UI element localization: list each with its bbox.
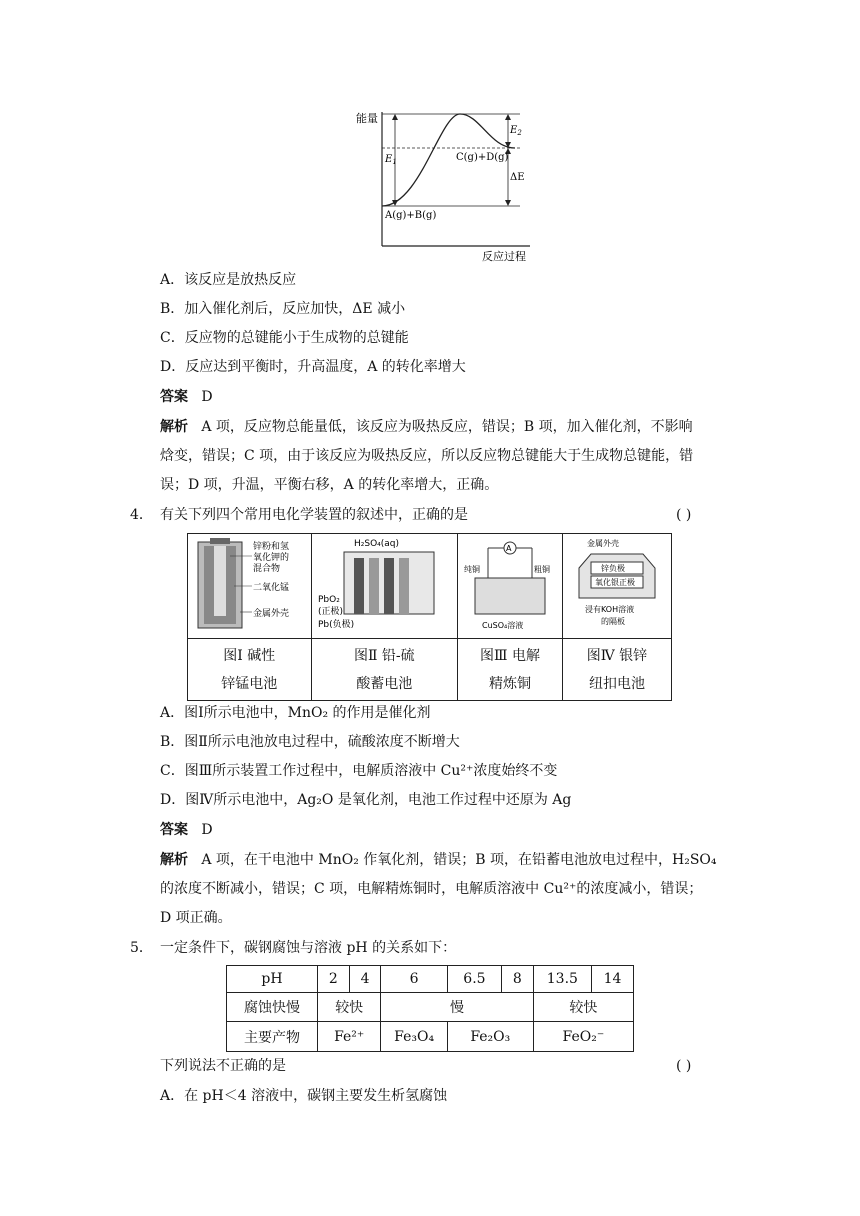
- svg-text:金属外壳: 金属外壳: [253, 609, 290, 619]
- energy-x-label: 反应过程: [482, 250, 526, 263]
- q5-sub-stem: 下列说法不正确的是: [160, 1058, 286, 1074]
- svg-text:氧化钾的: 氧化钾的: [253, 553, 290, 563]
- svg-text:(正极): (正极): [318, 607, 344, 617]
- figure-4-caption: 图Ⅳ 银锌 纽扣电池: [562, 639, 671, 701]
- energy-diagram: [350, 100, 550, 265]
- copper-refining-figure: [460, 534, 560, 634]
- lead-acid-battery-figure: [314, 534, 454, 634]
- q4-figure-table: [187, 533, 672, 701]
- svg-text:二氧化锰: 二氧化锰: [253, 583, 290, 593]
- button-battery-figure: [565, 534, 669, 634]
- ph-corrosion-table: [226, 965, 634, 1052]
- q4-option-d: D．图Ⅳ所示电池中，Ag₂O 是氧化剂，电池工作过程中还原为 Ag: [160, 792, 572, 808]
- energy-y-label: 能量: [356, 112, 378, 125]
- q5-option-a: A．在 pH＜4 溶液中，碳钢主要发生析氢腐蚀: [160, 1088, 448, 1104]
- delta-e-label: ΔE: [510, 172, 525, 183]
- svg-text:H₂SO₄(aq): H₂SO₄(aq): [354, 539, 400, 549]
- svg-text:浸有KOH溶液: 浸有KOH溶液: [584, 605, 635, 614]
- reactants-label: A(g)+B(g): [385, 210, 437, 221]
- svg-text:A: A: [505, 544, 512, 553]
- answer-label: 答案: [160, 389, 188, 405]
- e2-label: $E_2$: [510, 125, 522, 137]
- table-row: pH 2 4 6 6.5 8 13.5 14: [227, 966, 634, 993]
- figure-4-cell: [562, 534, 671, 639]
- figure-3-cell: [458, 534, 563, 639]
- figure-3-caption: 图Ⅲ 电解 精炼铜: [458, 639, 563, 701]
- table-row: 腐蚀快慢 较快 慢 较快: [227, 993, 634, 1022]
- svg-text:混合物: 混合物: [253, 564, 281, 574]
- q3-option-a: A．该反应是放热反应: [160, 272, 297, 288]
- answer-value: D: [201, 822, 213, 838]
- answer-value: D: [201, 389, 213, 405]
- q4-number: 4．: [130, 507, 153, 523]
- svg-text:CuSO₄溶液: CuSO₄溶液: [481, 621, 524, 630]
- alkaline-battery-figure: [190, 534, 308, 634]
- q4-analysis-line-2: 的浓度不断减小，错误；C 项，电解精炼铜时，电解质溶液中 Cu²⁺的浓度减小，错误；: [160, 881, 703, 897]
- analysis-label: 解析: [160, 852, 188, 868]
- q3-option-b: B．加入催化剂后，反应加快，ΔE 减小: [160, 301, 406, 317]
- table-row: 主要产物 Fe²⁺ Fe₃O₄ Fe₂O₃ FeO₂⁻: [227, 1022, 634, 1052]
- q3-answer: [160, 387, 213, 407]
- svg-text:金属外壳: 金属外壳: [586, 539, 619, 548]
- q3-analysis-line-3: 误；D 项，升温，平衡右移，A 的转化率增大，正确。: [160, 477, 499, 493]
- q4-option-b: B．图Ⅱ所示电池放电过程中，硫酸浓度不断增大: [160, 734, 460, 750]
- q3-analysis-line-1: 解析 A 项，反应物总能量低，该反应为吸热反应，错误；B 项，加入催化剂，不影响: [160, 419, 693, 435]
- figure-2-caption: 图Ⅱ 铅-硫 酸蓄电池: [311, 639, 457, 701]
- figure-1-cell: [188, 534, 312, 639]
- svg-text:粗铜: 粗铜: [533, 565, 550, 574]
- q4-option-a: A．图Ⅰ所示电池中，MnO₂ 的作用是催化剂: [160, 705, 431, 721]
- figure-1-caption: 图Ⅰ 碱性 锌锰电池: [188, 639, 312, 701]
- q4-analysis-line-1: 解析 A 项，在干电池中 MnO₂ 作氧化剂，错误；B 项，在铅蓄电池放电过程中，H₂SO₄: [160, 852, 717, 868]
- products-label: C(g)+D(g): [456, 152, 509, 163]
- q4-stem: 有关下列四个常用电化学装置的叙述中，正确的是: [160, 507, 468, 523]
- svg-text:的隔板: 的隔板: [600, 617, 625, 626]
- svg-text:锌粉和氢: 锌粉和氢: [253, 542, 290, 552]
- q4-analysis-line-3: D 项正确。: [160, 910, 232, 926]
- q5-stem: 一定条件下，碳钢腐蚀与溶液 pH 的关系如下：: [160, 940, 457, 956]
- q4-option-c: C．图Ⅲ所示装置工作过程中，电解质溶液中 Cu²⁺浓度始终不变: [160, 763, 558, 779]
- figure-2-cell: [311, 534, 457, 639]
- svg-text:氧化银正极: 氧化银正极: [594, 578, 635, 587]
- q4-bracket: ( ): [676, 507, 692, 523]
- q3-analysis-line-2: 焓变，错误；C 项，由于该反应为吸热反应，所以反应物总键能大于生成物总键能，错: [160, 448, 694, 464]
- answer-label: 答案: [160, 822, 188, 838]
- q5-bracket: ( ): [676, 1058, 692, 1074]
- svg-text:PbO₂: PbO₂: [318, 595, 341, 605]
- e1-label: $E_1$: [385, 154, 397, 166]
- q4-answer: [160, 820, 213, 840]
- analysis-label: 解析: [160, 419, 188, 435]
- svg-text:Pb(负极): Pb(负极): [318, 620, 355, 630]
- svg-text:纯铜: 纯铜: [463, 565, 480, 574]
- q5-number: 5．: [130, 940, 153, 956]
- svg-text:锌负极: 锌负极: [600, 564, 625, 573]
- q3-option-c: C．反应物的总键能小于生成物的总键能: [160, 330, 409, 346]
- q3-option-d: D．反应达到平衡时，升高温度，A 的转化率增大: [160, 359, 466, 375]
